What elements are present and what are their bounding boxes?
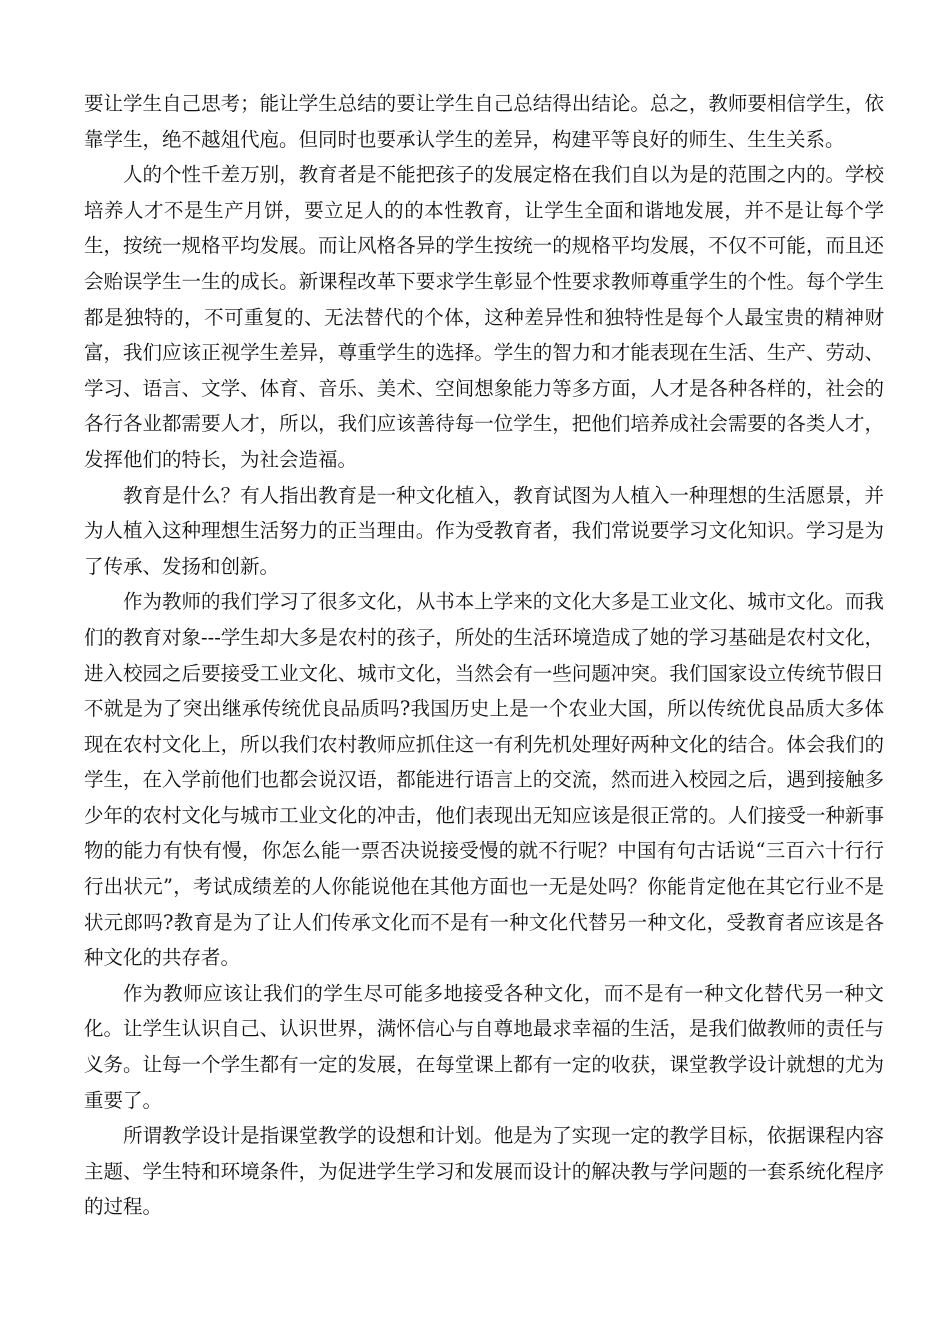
- paragraph-3: 教育是什么？有人指出教育是一种文化植入，教育试图为人植入一种理想的生活愿景，并为人植入这种理想生活努力的正当理由。作为受教育者，我们常说要学习文化知识。学习是为了传承、发扬和创新。: [84, 483, 884, 578]
- paragraph-6: 所谓教学设计是指课堂教学的设想和计划。他是为了实现一定的教学目标，依据课程内容主题、学生特和环境条件，为促进学生学习和发展而设计的解决教与学问题的一套系统化程序的过程。: [84, 1124, 884, 1219]
- paragraph-1: 要让学生自己思考；能让学生总结的要让学生自己总结得出结论。总之，教师要相信学生，依靠学生，绝不越俎代庖。但同时也要承认学生的差异，构建平等良好的师生、生生关系。: [84, 92, 884, 151]
- paragraph-2: 人的个性千差万别，教育者是不能把孩子的发展定格在我们自以为是的范围之内的。学校培养人才不是生产月饼，要立足人的的本性教育，让学生全面和谐地发展，并不是让每个学生，按统一规格平均发展。而让风格各异的学生按统一的规格平均发展，不仅不可能，而且还会贻误学生一生的成长。新课程改革下要求学生彰显个性要求教师尊重学生的个性。每个学生都是独特的，不可重复的、无法替代的个体，这种差异性和独特性是每个人最宝贵的精神财富，我们应该正视学生差异，尊重学生的选择。学生的智力和才能表现在生活、生产、劳动、学习、语言、文学、体育、音乐、美术、空间想象能力等多方面，人才是各种各样的，社会的各行各业都需要人才，所以，我们应该善待每一位学生，把他们培养成社会需要的各类人才，发挥他们的特长，为社会造福。: [84, 163, 884, 471]
- document-body: [84, 86, 884, 1225]
- paragraph-4: 作为教师的我们学习了很多文化，从书本上学来的文化大多是工业文化、城市文化。而我们的教育对象---学生却大多是农村的孩子，所处的生活环境造成了她的学习基础是农村文化，进入校园之后要接受工业文化、城市文化，当然会有一些问题冲突。我们国家设立传统节假日不就是为了突出继承传统优良品质吗?我国历史上是一个农业大国，所以传统优良品质大多体现在农村文化上，所以我们农村教师应抓住这一有利先机处理好两种文化的结合。体会我们的学生，在入学前他们也都会说汉语，都能进行语言上的交流，然而进入校园之后，遇到接触多少年的农村文化与城市工业文化的冲击，他们表现出无知应该是很正常的。人们接受一种新事物的能力有快有慢，你怎么能一票否决说接受慢的就不行呢？中国有句古话说“三百六十行行行出状元”，考试成绩差的人你能说他在其他方面也一无是处吗？你能肯定他在其它行业不是状元郎吗?教育是为了让人们传承文化而不是有一种文化代替另一种文化，受教育者应该是各种文化的共存者。: [84, 590, 884, 970]
- paragraph-5: 作为教师应该让我们的学生尽可能多地接受各种文化，而不是有一种文化替代另一种文化。让学生认识自己、认识世界，满怀信心与自尊地最求幸福的生活，是我们做教师的责任与义务。让每一个学生都有一定的发展，在每堂课上都有一定的收获，课堂教学设计就想的尤为重要了。: [84, 981, 884, 1112]
